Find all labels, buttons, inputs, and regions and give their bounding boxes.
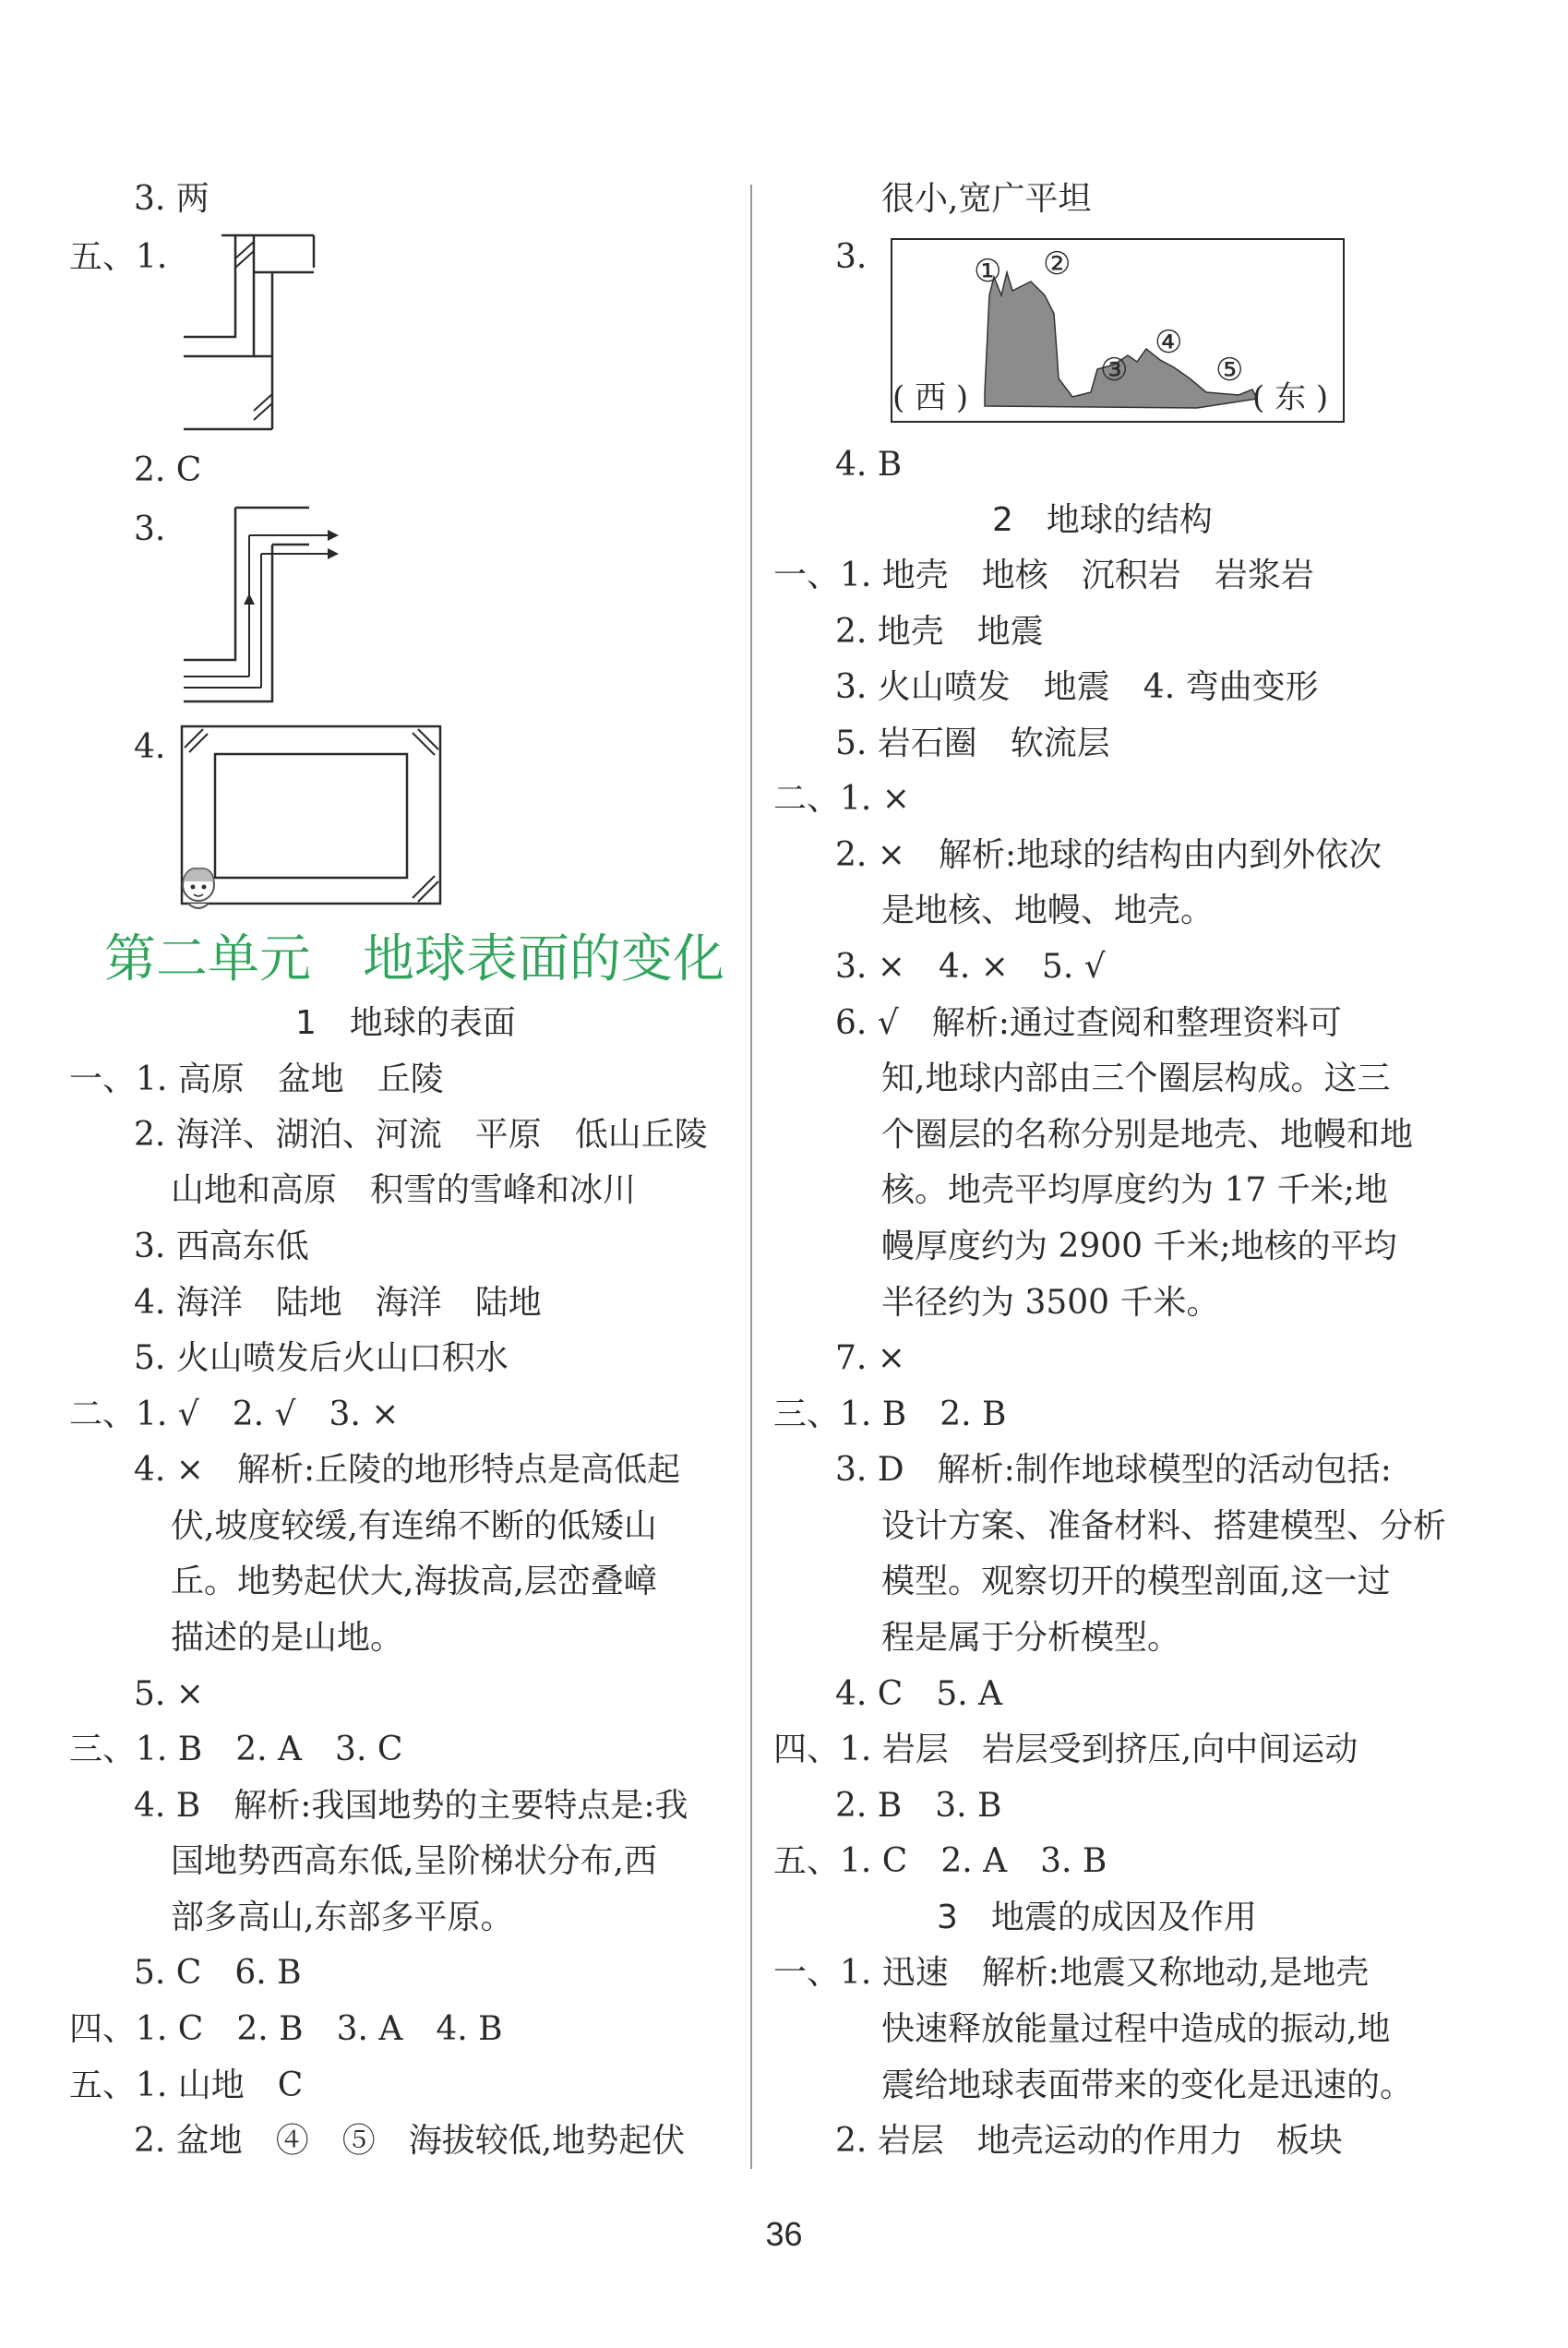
answer-line: 5. 火山喷发后火山口积水 <box>134 1339 509 1377</box>
column-divider <box>750 185 752 2169</box>
answer-line: 核。地壳平均厚度约为 17 千米;地 <box>881 1171 1388 1209</box>
west-label: ( 西 ) <box>892 379 969 416</box>
answer-line: 三、1. B 2. B <box>773 1396 1007 1433</box>
answer-line: 四、1. 岩层 岩层受到挤压,向中间运动 <box>773 1731 1359 1768</box>
answer-line: 4. C 5. A <box>835 1675 1003 1713</box>
answer-line: 2. 岩层 地壳运动的作用力 板块 <box>835 2122 1343 2160</box>
answer-line: 山地和高原 积雪的雪峰和冰川 <box>171 1171 637 1209</box>
answer-line: 4. 海洋 陆地 海洋 陆地 <box>134 1284 542 1322</box>
east-label: ( 东 ) <box>1252 379 1329 416</box>
answer-line: 2. C <box>134 451 202 489</box>
unit-title: 第二单元 地球表面的变化 <box>104 929 724 989</box>
answer-line: 五、1. C 2. A 3. B <box>773 1842 1107 1880</box>
answer-line: 部多高山,东部多平原。 <box>171 1899 514 1936</box>
answer-line: 3. <box>134 510 166 548</box>
answer-line: 知,地球内部由三个圈层构成。这三 <box>881 1060 1391 1097</box>
answer-line: 二、1. × <box>773 780 910 818</box>
section-title: 3 地震的成因及作用 <box>937 1899 1257 1936</box>
marker-2: ② <box>1043 246 1071 282</box>
answer-line: 4. × 解析:丘陵的地形特点是高低起 <box>134 1451 681 1489</box>
answer-line: 3. × 4. × 5. √ <box>835 948 1106 986</box>
answer-line: 五、1. <box>69 238 168 276</box>
answer-line: 7. × <box>835 1339 905 1377</box>
section-title: 2 地球的结构 <box>992 501 1213 539</box>
answer-line: 是地核、地幔、地壳。 <box>881 892 1215 929</box>
answer-line: 国地势西高东低,呈阶梯状分布,西 <box>171 1842 657 1880</box>
answer-line: 一、1. 高原 盆地 丘陵 <box>69 1060 444 1098</box>
answer-line: 震给地球表面带来的变化是迅速的。 <box>881 2066 1414 2104</box>
answer-line: 6. √ 解析:通过查阅和整理资料可 <box>835 1004 1342 1042</box>
marker-1: ① <box>974 253 1002 290</box>
answer-line: 一、1. 地壳 地核 沉积岩 岩浆岩 <box>773 557 1314 594</box>
answer-line: 5. × <box>134 1675 204 1713</box>
answer-line: 3. 西高东低 <box>134 1228 309 1265</box>
answer-line: 伏,坡度较缓,有连绵不断的低矮山 <box>171 1507 657 1545</box>
answer-line: 5. 岩石圈 软流层 <box>835 725 1110 762</box>
answer-line: 四、1. C 2. B 3. A 4. B <box>69 2010 503 2048</box>
answer-line: 幔厚度约为 2900 千米;地核的平均 <box>881 1228 1397 1265</box>
mascot-icon <box>175 863 221 916</box>
answer-line: 2. 地壳 地震 <box>835 613 1044 651</box>
answer-line: 4. <box>134 728 166 766</box>
answer-line: 模型。观察切开的模型剖面,这一过 <box>881 1563 1391 1600</box>
answer-line: 3. D 解析:制作地球模型的活动包括: <box>835 1451 1392 1489</box>
answer-line: 3. 两 <box>134 180 209 218</box>
answer-line: 5. C 6. B <box>134 1954 302 1992</box>
answer-line: 程是属于分析模型。 <box>881 1619 1181 1657</box>
answer-line: 三、1. B 2. A 3. C <box>69 1731 403 1768</box>
answer-line: 4. B <box>835 446 903 484</box>
page-number: 36 <box>765 2215 803 2253</box>
answer-line: 2. 海洋、湖泊、河流 平原 低山丘陵 <box>134 1116 708 1154</box>
answer-line: 4. B 解析:我国地势的主要特点是:我 <box>134 1787 688 1825</box>
answer-line: 3. 火山喷发 地震 4. 弯曲变形 <box>835 668 1319 706</box>
marker-5: ⑤ <box>1215 352 1244 389</box>
terrain-profile-figure <box>891 238 1345 423</box>
answer-line: 一、1. 迅速 解析:地震又称地动,是地壳 <box>773 1954 1370 1992</box>
answer-line: 二、1. √ 2. √ 3. × <box>69 1396 400 1433</box>
answer-line: 描述的是山地。 <box>171 1619 404 1657</box>
fold-diagram-arrows <box>180 503 346 715</box>
answer-line: 半径约为 3500 千米。 <box>881 1284 1220 1322</box>
marker-3: ③ <box>1100 352 1129 389</box>
answer-line: 丘。地势起伏大,海拔高,层峦叠嶂 <box>171 1563 657 1600</box>
answer-line: 3. <box>835 238 868 276</box>
answer-line: 快速释放能量过程中造成的振动,地 <box>881 2010 1391 2048</box>
answer-line: 2. × 解析:地球的结构由内到外依次 <box>835 836 1382 874</box>
answer-line: 五、1. 山地 C <box>69 2066 304 2104</box>
answer-line: 个圈层的名称分别是地壳、地幔和地 <box>881 1116 1414 1154</box>
section-title: 1 地球的表面 <box>295 1004 516 1042</box>
fold-diagram-1 <box>180 231 328 443</box>
answer-line: 设计方案、准备材料、搭建模型、分析 <box>881 1507 1447 1545</box>
answer-line: 2. 盆地 ④ ⑤ 海拔较低,地势起伏 <box>134 2122 686 2160</box>
answer-line: 2. B 3. B <box>835 1787 1002 1825</box>
answer-line: 很小,宽广平坦 <box>881 180 1092 218</box>
marker-4: ④ <box>1155 324 1183 361</box>
